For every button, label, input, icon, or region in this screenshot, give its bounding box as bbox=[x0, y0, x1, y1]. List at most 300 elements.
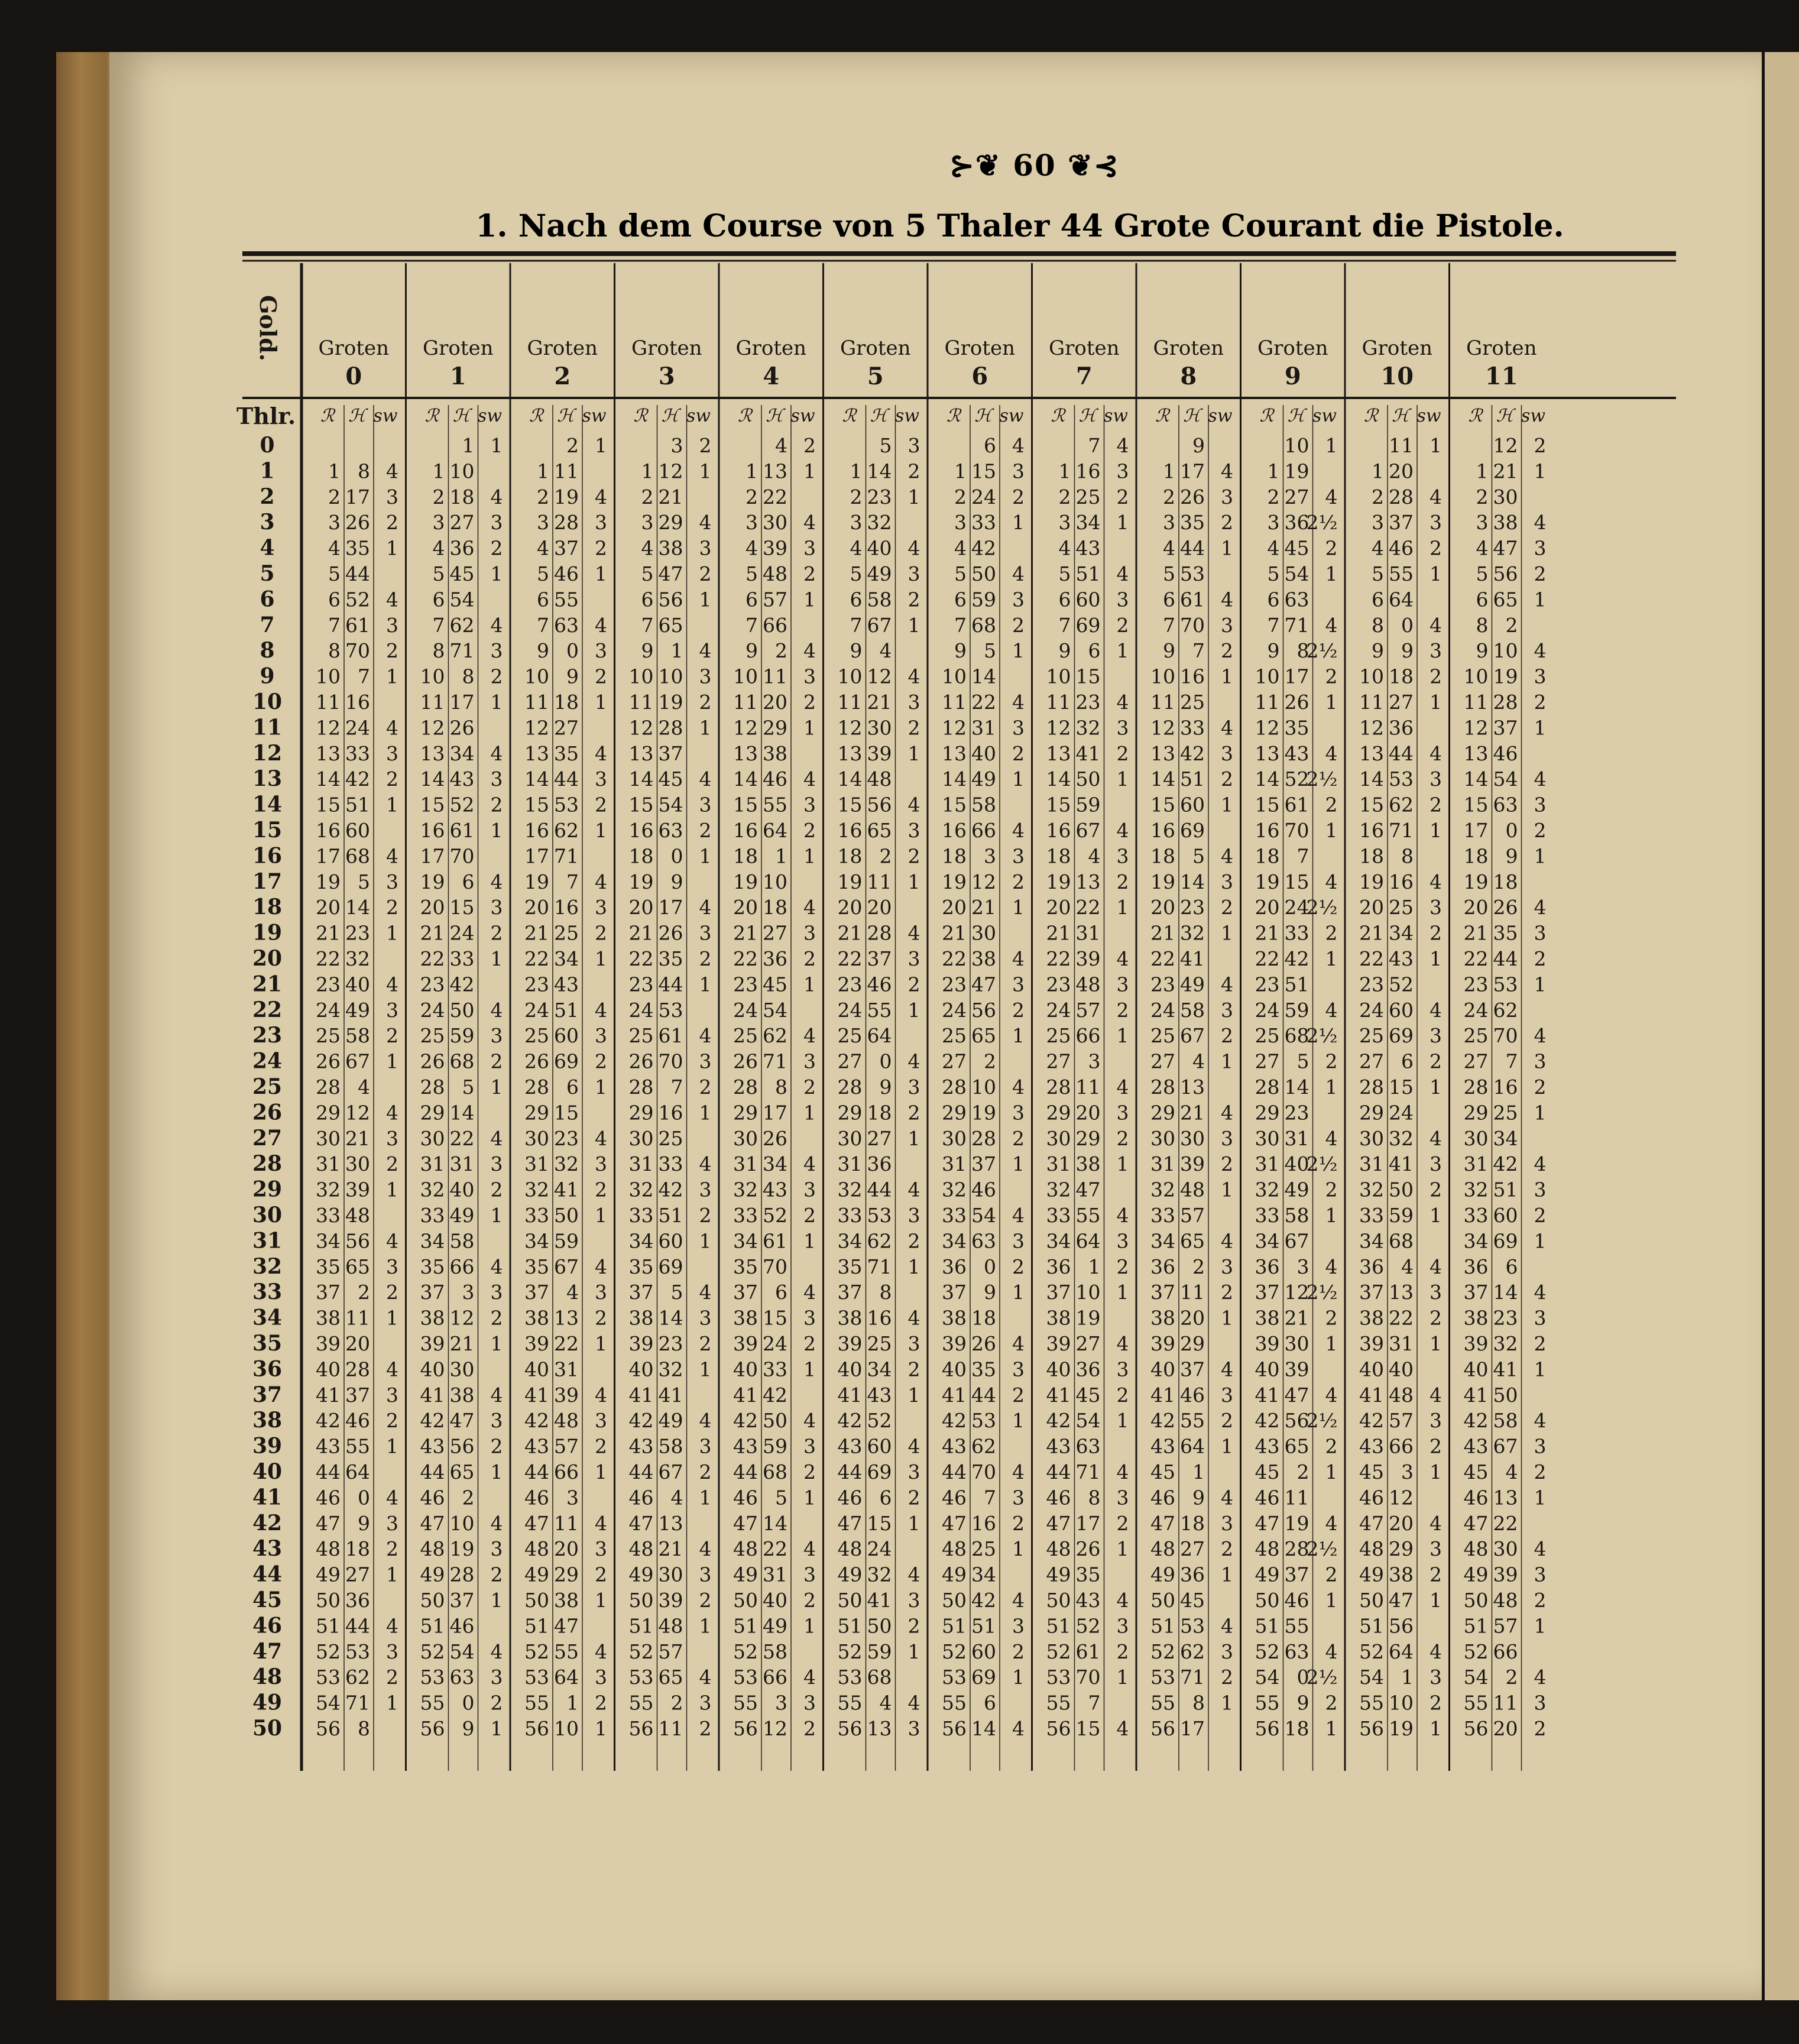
table-cell: 35 bbox=[658, 947, 683, 970]
table-cell: 6 bbox=[1505, 1255, 1518, 1278]
table-cell: 38 bbox=[1389, 1563, 1414, 1586]
table-cell: 1 bbox=[1534, 1101, 1547, 1125]
table-cell: 2 bbox=[1296, 1460, 1309, 1483]
table-cell: 7 bbox=[745, 613, 758, 637]
table-cell: 2 bbox=[699, 1460, 712, 1483]
table-cell: 1 bbox=[699, 459, 712, 483]
table-cell: 2 bbox=[595, 1178, 607, 1201]
table-cell: 46 bbox=[1284, 1589, 1309, 1612]
table-cell: 4 bbox=[1221, 459, 1233, 483]
table-cell: 1 bbox=[328, 459, 341, 483]
table-cell: 10 bbox=[1359, 665, 1384, 688]
table-cell: 53 bbox=[1046, 1666, 1071, 1689]
table-cell: 1 bbox=[1372, 459, 1384, 483]
table-cell: 10 bbox=[942, 665, 967, 688]
table-cell: 16 bbox=[942, 819, 967, 842]
table-cell: 19 bbox=[1150, 870, 1175, 893]
table-cell: 37 bbox=[1284, 1563, 1309, 1586]
table-cell: 43 bbox=[449, 767, 475, 791]
table-cell: 13 bbox=[420, 741, 445, 765]
table-cell: 8 bbox=[1372, 613, 1384, 637]
table-cell: 46 bbox=[554, 562, 579, 585]
table-cell: 31 bbox=[1284, 1126, 1309, 1150]
page-number-text: 60 bbox=[1013, 148, 1056, 183]
row-label: 7 bbox=[260, 612, 275, 637]
table-cell: 13 bbox=[1180, 1076, 1205, 1099]
table-cell: 3 bbox=[595, 1152, 607, 1176]
table-cell: 3 bbox=[1534, 665, 1547, 688]
table-cell: 27 bbox=[1046, 1049, 1071, 1073]
table-cell: 2 bbox=[907, 1614, 920, 1638]
table-cell: 59 bbox=[449, 1024, 475, 1048]
table-cell: 15 bbox=[554, 1101, 579, 1125]
table-cell: 13 bbox=[316, 741, 341, 765]
table-cell: 2 bbox=[907, 844, 920, 868]
table-cell: 6 bbox=[328, 588, 341, 611]
table-cell: 9 bbox=[1505, 844, 1518, 868]
subcolumn-header: ℋ bbox=[1183, 406, 1201, 426]
table-cell: 4 bbox=[1012, 819, 1025, 842]
row-label: 28 bbox=[252, 1151, 283, 1177]
table-cell: 53 bbox=[1180, 1614, 1205, 1638]
table-cell: 56 bbox=[316, 1717, 341, 1740]
table-cell: 29 bbox=[420, 1101, 445, 1125]
table-cell: 60 bbox=[1493, 1204, 1518, 1227]
table-cell: 38 bbox=[658, 536, 683, 560]
table-cell: 14 bbox=[316, 767, 341, 791]
table-cell: 4 bbox=[699, 1281, 712, 1304]
table-cell: 29 bbox=[1075, 1126, 1101, 1150]
table-cell: 10 bbox=[1463, 665, 1489, 688]
table-cell: 43 bbox=[1046, 1434, 1071, 1458]
table-cell: 35 bbox=[1075, 1563, 1101, 1586]
table-cell: 70 bbox=[1284, 819, 1309, 842]
table-cell: 35 bbox=[733, 1255, 758, 1278]
table-cell: 18 bbox=[1359, 844, 1384, 868]
table-cell: 23 bbox=[316, 973, 341, 996]
table-cell: 4 bbox=[1116, 562, 1129, 585]
table-cell: 3 bbox=[699, 1178, 712, 1201]
row-label: 5 bbox=[260, 561, 275, 586]
table-cell: 24 bbox=[1150, 998, 1175, 1022]
table-cell: 53 bbox=[345, 1640, 370, 1663]
table-cell: 41 bbox=[942, 1383, 967, 1407]
table-cell: 51 bbox=[733, 1614, 758, 1638]
table-cell: 8 bbox=[1296, 639, 1309, 663]
table-cell: 16 bbox=[1180, 665, 1205, 688]
table-cell: 66 bbox=[763, 1666, 787, 1689]
table-cell: 30 bbox=[345, 1152, 370, 1176]
table-cell: 1 bbox=[1221, 536, 1233, 560]
table-cell: 55 bbox=[1180, 1409, 1205, 1433]
table-cell: 2 bbox=[1221, 1024, 1233, 1048]
table-cell: 11 bbox=[763, 665, 787, 688]
table-cell: 3 bbox=[803, 1563, 816, 1586]
table-cell: 21 bbox=[628, 921, 654, 945]
table-cell: 1 bbox=[1430, 1717, 1442, 1740]
table-cell: 4 bbox=[670, 1486, 683, 1509]
table-cell: 61 bbox=[763, 1229, 787, 1253]
table-cell: 1 bbox=[1221, 665, 1233, 688]
table-cell: 25 bbox=[1493, 1101, 1518, 1125]
table-cell: 69 bbox=[658, 1255, 683, 1278]
table-cell: 64 bbox=[1389, 588, 1414, 611]
table-cell: 28 bbox=[1255, 1076, 1280, 1099]
table-cell: 3 bbox=[1058, 511, 1071, 535]
table-cell: 43 bbox=[1463, 1434, 1489, 1458]
table-cell: 41 bbox=[1493, 1358, 1518, 1381]
table-cell: 30 bbox=[1180, 1126, 1205, 1150]
table-cell: 22 bbox=[524, 947, 549, 970]
table-cell: 64 bbox=[763, 819, 787, 842]
table-cell: 28 bbox=[1046, 1076, 1071, 1099]
table-cell: 5 bbox=[1163, 562, 1175, 585]
table-cell: 60 bbox=[867, 1434, 892, 1458]
table-cell: 47 bbox=[971, 973, 996, 996]
table-cell: 1 bbox=[954, 459, 967, 483]
table-cell: 47 bbox=[420, 1511, 445, 1535]
table-cell: 33 bbox=[763, 1358, 787, 1381]
subcolumn-header: sw bbox=[477, 406, 503, 426]
table-cell: 3 bbox=[1221, 1126, 1233, 1150]
table-cell: 2 bbox=[386, 1152, 398, 1176]
table-cell: 2 bbox=[1534, 1204, 1547, 1227]
table-cell: 24 bbox=[1463, 998, 1489, 1022]
table-cell: 1 bbox=[595, 1589, 607, 1612]
table-cell: 1 bbox=[907, 998, 920, 1022]
table-cell: 2 bbox=[1163, 485, 1175, 508]
table-cell: 27 bbox=[763, 921, 787, 945]
table-cell: 4 bbox=[803, 896, 816, 919]
table-cell: 1 bbox=[1012, 896, 1025, 919]
row-label: 23 bbox=[252, 1023, 283, 1048]
table-cell: 3 bbox=[1116, 1614, 1129, 1638]
table-cell: 2 bbox=[1534, 819, 1547, 842]
subcolumn-header: sw bbox=[1208, 406, 1233, 426]
table-cell: 52 bbox=[733, 1640, 758, 1663]
table-cell: 4 bbox=[1325, 1640, 1338, 1663]
table-cell: 56 bbox=[1389, 1614, 1414, 1638]
row-label: 49 bbox=[252, 1690, 283, 1715]
table-cell: 2 bbox=[670, 1691, 683, 1715]
table-cell: 48 bbox=[1046, 1537, 1071, 1561]
table-cell: 24 bbox=[1255, 998, 1280, 1022]
table-cell: 12 bbox=[733, 716, 758, 740]
table-cell: 32 bbox=[867, 1563, 892, 1586]
table-cell: 7 bbox=[954, 613, 967, 637]
table-cell: 45 bbox=[1255, 1460, 1280, 1483]
table-cell: 3 bbox=[1221, 741, 1233, 765]
table-cell: 15 bbox=[1075, 665, 1101, 688]
table-cell: 14 bbox=[1046, 767, 1071, 791]
table-cell: 1 bbox=[1430, 819, 1442, 842]
row-label: 8 bbox=[260, 638, 275, 663]
table-cell: 40 bbox=[763, 1589, 787, 1612]
table-cell: 28 bbox=[1150, 1076, 1175, 1099]
table-cell: 56 bbox=[942, 1717, 967, 1740]
table-cell: 63 bbox=[1075, 1434, 1101, 1458]
table-cell: 3 bbox=[1116, 1486, 1129, 1509]
table-cell: 4 bbox=[907, 1434, 920, 1458]
table-cell: 3 bbox=[595, 1281, 607, 1304]
table-cell: 3 bbox=[432, 511, 445, 535]
table-cell: 15 bbox=[733, 793, 758, 817]
table-cell: 33 bbox=[1180, 716, 1205, 740]
table-cell: 35 bbox=[628, 1255, 654, 1278]
table-cell: 9 bbox=[670, 870, 683, 893]
table-cell: 37 bbox=[1150, 1281, 1175, 1304]
table-cell: 2 bbox=[1012, 870, 1025, 893]
table-cell: 4 bbox=[595, 1640, 607, 1663]
table-cell: 15 bbox=[837, 793, 863, 817]
table-cell: 66 bbox=[971, 819, 996, 842]
table-cell: 25 bbox=[971, 1537, 996, 1561]
table-cell: 3 bbox=[1534, 1306, 1547, 1330]
table-cell: 38 bbox=[1493, 511, 1518, 535]
table-cell: 44 bbox=[1493, 947, 1518, 970]
table-cell: 14 bbox=[837, 767, 863, 791]
table-cell: 23 bbox=[524, 973, 549, 996]
group-prefix: Groten bbox=[422, 336, 494, 360]
table-cell: 70 bbox=[345, 639, 370, 663]
table-cell: 58 bbox=[1493, 1409, 1518, 1433]
table-cell: 2 bbox=[490, 536, 503, 560]
table-cell: 47 bbox=[1284, 1383, 1309, 1407]
table-cell: 34 bbox=[1075, 511, 1101, 535]
table-cell: 57 bbox=[763, 588, 787, 611]
table-cell: 66 bbox=[763, 613, 787, 637]
table-cell: 43 bbox=[837, 1434, 863, 1458]
table-cell: 33 bbox=[942, 1204, 967, 1227]
table-cell: 3 bbox=[537, 511, 549, 535]
table-cell: 49 bbox=[1150, 1563, 1175, 1586]
table-cell: 34 bbox=[1255, 1229, 1280, 1253]
table-cell: 19 bbox=[420, 870, 445, 893]
table-cell: 4 bbox=[1116, 1589, 1129, 1612]
table-cell: 33 bbox=[316, 1204, 341, 1227]
table-cell: 2 bbox=[803, 1332, 816, 1355]
table-cell: 10 bbox=[763, 870, 787, 893]
table-cell: 37 bbox=[733, 1281, 758, 1304]
table-cell: 2 bbox=[907, 716, 920, 740]
table-cell: 27 bbox=[942, 1049, 967, 1073]
table-cell: 52 bbox=[628, 1640, 654, 1663]
table-cell: 1 bbox=[595, 562, 607, 585]
table-cell: 26 bbox=[971, 1332, 996, 1355]
table-cell: 56 bbox=[867, 793, 892, 817]
table-cell: 5 bbox=[1372, 562, 1384, 585]
table-cell: 27 bbox=[1255, 1049, 1280, 1073]
table-cell: 37 bbox=[1389, 511, 1414, 535]
row-label: 15 bbox=[252, 818, 283, 843]
table-cell: 20 bbox=[1046, 896, 1071, 919]
table-cell: 5 bbox=[775, 1486, 787, 1509]
table-cell: 11 bbox=[1359, 691, 1384, 714]
table-cell: 48 bbox=[420, 1537, 445, 1561]
table-cell: 1 bbox=[386, 921, 398, 945]
table-cell: 62 bbox=[1180, 1640, 1205, 1663]
table-cell: 47 bbox=[554, 1614, 579, 1638]
table-cell: 20 bbox=[1255, 896, 1280, 919]
table-cell: 3 bbox=[1534, 1178, 1547, 1201]
table-cell: 10 bbox=[628, 665, 654, 688]
subcolumn-header: sw bbox=[894, 406, 920, 426]
table-cell: 1 bbox=[1221, 1178, 1233, 1201]
table-cell: 3 bbox=[1221, 1383, 1233, 1407]
table-cell: 3 bbox=[745, 511, 758, 535]
table-cell: 2 bbox=[1116, 613, 1129, 637]
row-label: 35 bbox=[252, 1331, 283, 1356]
row-label: 37 bbox=[252, 1382, 283, 1407]
table-cell: 23 bbox=[1075, 691, 1101, 714]
table-cell: 39 bbox=[1493, 1563, 1518, 1586]
table-cell: 28 bbox=[554, 511, 579, 535]
subcolumn-header: ℋ bbox=[870, 406, 888, 426]
table-cell: 11 bbox=[1493, 1691, 1518, 1715]
group-prefix: Groten bbox=[839, 336, 911, 360]
table-cell: 5 bbox=[1267, 562, 1280, 585]
table-cell: 54 bbox=[658, 793, 683, 817]
table-cell: 24 bbox=[867, 1537, 892, 1561]
table-cell: 1 bbox=[803, 459, 816, 483]
subcolumn-header: ℋ bbox=[1287, 406, 1305, 426]
table-cell: 15 bbox=[971, 459, 996, 483]
row-label: 6 bbox=[260, 587, 275, 612]
table-cell: 52 bbox=[449, 793, 475, 817]
table-cell: 64 bbox=[1075, 1229, 1101, 1253]
row-label: 25 bbox=[252, 1074, 283, 1099]
table-cell: 10 bbox=[1046, 665, 1071, 688]
table-cell: 34 bbox=[316, 1229, 341, 1253]
table-cell: 19 bbox=[449, 1537, 475, 1561]
table-cell: 41 bbox=[628, 1383, 654, 1407]
table-cell: 1 bbox=[907, 1383, 920, 1407]
table-cell: 39 bbox=[1150, 1332, 1175, 1355]
table-cell: 15 bbox=[628, 793, 654, 817]
subcolumn-header: ℋ bbox=[661, 406, 679, 426]
row-label: 26 bbox=[252, 1100, 283, 1125]
table-cell: 38 bbox=[733, 1306, 758, 1330]
table-cell: 14 bbox=[1180, 870, 1205, 893]
table-cell: 53 bbox=[628, 1666, 654, 1689]
table-cell: 26 bbox=[1180, 485, 1205, 508]
table-cell: 4 bbox=[1534, 1537, 1547, 1561]
table-cell: 1 bbox=[745, 459, 758, 483]
table-cell: 4 bbox=[1012, 1460, 1025, 1483]
table-cell: 17 bbox=[1463, 819, 1489, 842]
table-cell: 53 bbox=[420, 1666, 445, 1689]
table-cell: 3 bbox=[1430, 511, 1442, 535]
table-cell: 5 bbox=[432, 562, 445, 585]
table-cell: 20 bbox=[345, 1332, 370, 1355]
table-cell: 3 bbox=[595, 1024, 607, 1048]
table-cell: 66 bbox=[1389, 1434, 1414, 1458]
table-cell: 3 bbox=[1163, 511, 1175, 535]
table-cell: 67 bbox=[1075, 819, 1101, 842]
table-cell: 20 bbox=[628, 896, 654, 919]
table-cell: 54 bbox=[1493, 767, 1518, 791]
table-cell: 66 bbox=[1493, 1640, 1518, 1663]
group-number: 0 bbox=[345, 362, 362, 390]
table-cell: 69 bbox=[1389, 1024, 1414, 1048]
table-cell: 2 bbox=[386, 1024, 398, 1048]
table-cell: 3 bbox=[907, 1204, 920, 1227]
table-cell: 54 bbox=[449, 588, 475, 611]
table-cell: 26 bbox=[316, 1049, 341, 1073]
table-cell: 51 bbox=[1046, 1614, 1071, 1638]
table-cell: 21 bbox=[1180, 1101, 1205, 1125]
table-cell: 16 bbox=[837, 819, 863, 842]
table-cell: 30 bbox=[733, 1126, 758, 1150]
table-cell: 13 bbox=[1075, 870, 1101, 893]
table-cell: 5 bbox=[984, 639, 996, 663]
table-cell: 6 bbox=[850, 588, 863, 611]
table-cell: 1 bbox=[1430, 947, 1442, 970]
table-cell: 39 bbox=[1046, 1332, 1071, 1355]
table-cell: 2 bbox=[907, 1358, 920, 1381]
table-cell: 3 bbox=[1534, 1434, 1547, 1458]
table-cell: 2 bbox=[595, 921, 607, 945]
table-cell: 59 bbox=[1389, 1204, 1414, 1227]
table-cell: 49 bbox=[942, 1563, 967, 1586]
next-page-edge bbox=[1765, 52, 1799, 2000]
table-cell: 1 bbox=[1430, 691, 1442, 714]
table-cell: 40 bbox=[733, 1358, 758, 1381]
table-cell: 32 bbox=[1389, 1126, 1414, 1150]
row-label: 50 bbox=[252, 1716, 283, 1741]
table-cell: 9 bbox=[745, 639, 758, 663]
table-cell: 28 bbox=[1463, 1076, 1489, 1099]
table-cell: 1 bbox=[566, 1691, 579, 1715]
table-cell: 7 bbox=[1267, 613, 1280, 637]
table-cell: 2 bbox=[699, 819, 712, 842]
table-cell: 1 bbox=[775, 844, 787, 868]
table-cell: 1 bbox=[1476, 459, 1489, 483]
table-cell: 30 bbox=[942, 1126, 967, 1150]
table-cell: 24 bbox=[1284, 896, 1309, 919]
table-cell: 23 bbox=[554, 1126, 579, 1150]
table-cell: 44 bbox=[524, 1460, 549, 1483]
table-cell: 4 bbox=[907, 665, 920, 688]
table-cell: 12 bbox=[1284, 1281, 1309, 1304]
table-cell: 38 bbox=[763, 741, 787, 765]
table-cell: 3 bbox=[803, 1049, 816, 1073]
table-cell: 18 bbox=[1180, 1511, 1205, 1535]
table-cell: 51 bbox=[1255, 1614, 1280, 1638]
table-cell: 47 bbox=[524, 1511, 549, 1535]
table-cell: 17 bbox=[1180, 459, 1205, 483]
table-cell: 3 bbox=[490, 639, 503, 663]
table-cell: 4 bbox=[907, 793, 920, 817]
table-cell: 1 bbox=[595, 1332, 607, 1355]
table-cell: 52 bbox=[1284, 767, 1309, 791]
table-cell: 2 bbox=[1116, 741, 1129, 765]
table-cell: 1 bbox=[1163, 459, 1175, 483]
table-cell: 5 bbox=[670, 1281, 683, 1304]
table-cell: 2 bbox=[386, 1409, 398, 1433]
table-cell: 2½ bbox=[1306, 1537, 1338, 1561]
table-cell: 4 bbox=[1116, 1460, 1129, 1483]
table-cell: 65 bbox=[658, 1666, 683, 1689]
table-cell: 19 bbox=[733, 870, 758, 893]
table-cell: 39 bbox=[420, 1332, 445, 1355]
table-cell: 12 bbox=[1463, 716, 1489, 740]
table-cell: 4 bbox=[803, 1152, 816, 1176]
table-cell: 9 bbox=[850, 639, 863, 663]
table-cell: 17 bbox=[1284, 665, 1309, 688]
table-cell: 1 bbox=[1221, 921, 1233, 945]
table-cell: 35 bbox=[837, 1255, 863, 1278]
